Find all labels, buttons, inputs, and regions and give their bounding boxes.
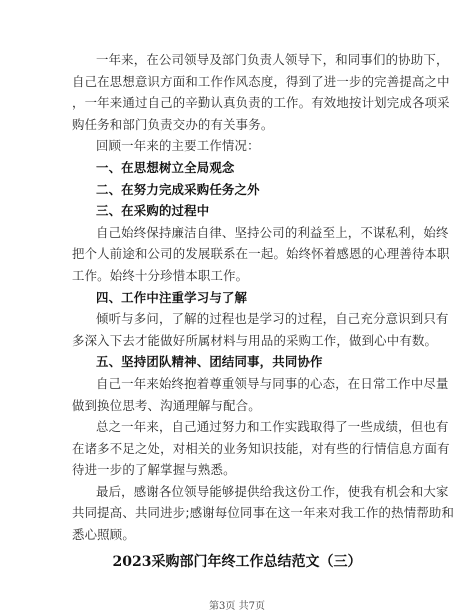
paragraph-line: 最后，感谢各位领导能够提供给我这份工作，使我有机会和大家 [96,483,449,499]
paragraph-line: 共同提高、共同进步;感谢每位同事在这一年来对我工作的热情帮助和 [72,505,455,521]
paragraph-line: 总之一年来，自己通过努力和工作实践取得了一些成绩，但也有 [96,419,449,434]
paragraph-line: 待进一步的了解掌握与熟悉。 [72,462,236,478]
paragraph-line: 购任务和部门负责交办的有关事务。 [72,116,274,132]
section-heading: 三、在采购的过程中 [96,203,210,219]
section-heading: 二、在努力完成采购任务之外 [96,181,260,197]
paragraph-line: 悉心照顾。 [72,527,135,542]
paragraph-line: 回顾一年来的主要工作情况： [96,138,260,154]
page-footer: 第3页 共7页 [209,601,265,612]
section-heading: 四、工作中注重学习与了解 [96,289,248,305]
paragraph-line: 在诸多不足之处，对相关的业务知识技能，对有些的行情信息方面有 [72,440,450,456]
paragraph-line: ，一年来通过自己的辛勤认真负责的工作。有效地按计划完成各项采 [72,95,450,111]
paragraph-line: 自己始终保持廉洁自律、坚持公司的利益至上，不谋私利，始终 [96,224,449,240]
paragraph-line: 自己一年来始终抱着尊重领导与同事的心态，在日常工作中尽量 [96,375,449,391]
paragraph-line: 多深入下去才能做好所属材料与用品的采购工作，做到心中有数。 [72,332,438,348]
paragraph-line: 工作。始终十分珍惜本职工作。 [72,267,249,283]
paragraph-line: 做到换位思考、沟通理解与配合。 [72,397,261,413]
paragraph-line: 倾听与多问，了解的过程也是学习的过程，自己充分意识到只有 [96,311,449,327]
section-heading: 五、坚持团队精神、团结同事，共同协作 [96,354,323,370]
paragraph-line: 把个人前途和公司的发展联系在一起。始终怀着感恩的心理善待本职 [72,246,450,262]
section-heading: 一、在思想树立全局观念 [96,160,235,175]
next-section-title: 2023采购部门年终工作总结范文（三） [112,554,362,570]
paragraph-line: 一年来，在公司领导及部门负责人领导下，和同事们的协助下， [96,52,449,67]
paragraph-line: 自己在思想意识方面和工作作风态度，得到了进一步的完善提高之中 [72,73,450,89]
